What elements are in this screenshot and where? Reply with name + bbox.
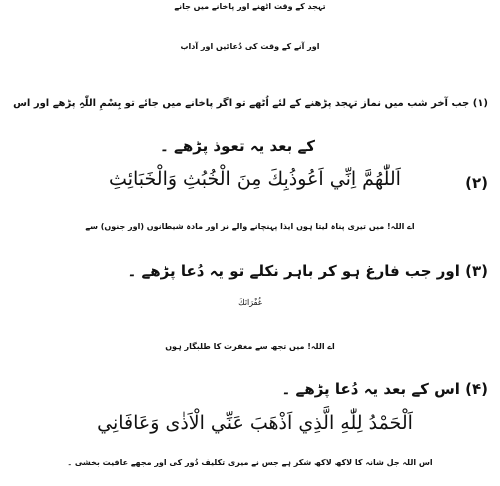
item-1-text-line-2: کے بعد یہ تعوذ پڑھے ۔ [160, 137, 315, 155]
item-4-arabic-dua: اَلْحَمْدُ لِلّٰهِ الَّذِي اَذْهَبَ عَنِّي الْاَذٰى وَعَافَانِي [97, 412, 413, 434]
item-4-translation: اس اللہ جل شانہ کا لاکھ لاکھ شکر ہے جس نے میری تکلیف دُور کی اور مجھے عافیت بخشی ۔ [67, 458, 433, 467]
item-3-arabic-dua: غُفْرَانَكَ [238, 298, 262, 307]
item-2-arabic-dua: اَللّٰهُمَّ اِنِّي اَعُوذُبِكَ مِنَ الْخُبُثِ وَالْخَبَائِثِ [109, 168, 401, 190]
heading-line-2: اور آنے کے وقت کی دُعائیں اور آداب [180, 42, 320, 51]
item-2-number: (۲) [465, 174, 488, 192]
item-2-translation: اے اللہ! میں تیری پناہ لیتا ہوں ایذا پہنچانے والے نر اور مادہ شیطانوں (اور جنوں) سے [85, 222, 415, 231]
heading-line-1: تہجد کے وقت اٹھنے اور پاخانے میں جانے [174, 2, 326, 11]
item-4-text: (۴) اس کے بعد یہ دُعا پڑھے ۔ [281, 380, 488, 398]
item-1-text-line-1: (۱) جب آخر شب میں نماز تہجد پڑھنے کے لئے اُٹھے تو اگر پاخانے میں جائے تو بِسْمِ اللّٰہِ پڑھے اور اس [13, 98, 488, 109]
item-3-translation: اے اللہ! میں تجھ سے مغفرت کا طلبگار ہوں [165, 342, 335, 351]
item-3-text: (۳) اور جب فارغ ہو کر باہر نکلے تو یہ دُعا پڑھے ۔ [127, 262, 488, 280]
